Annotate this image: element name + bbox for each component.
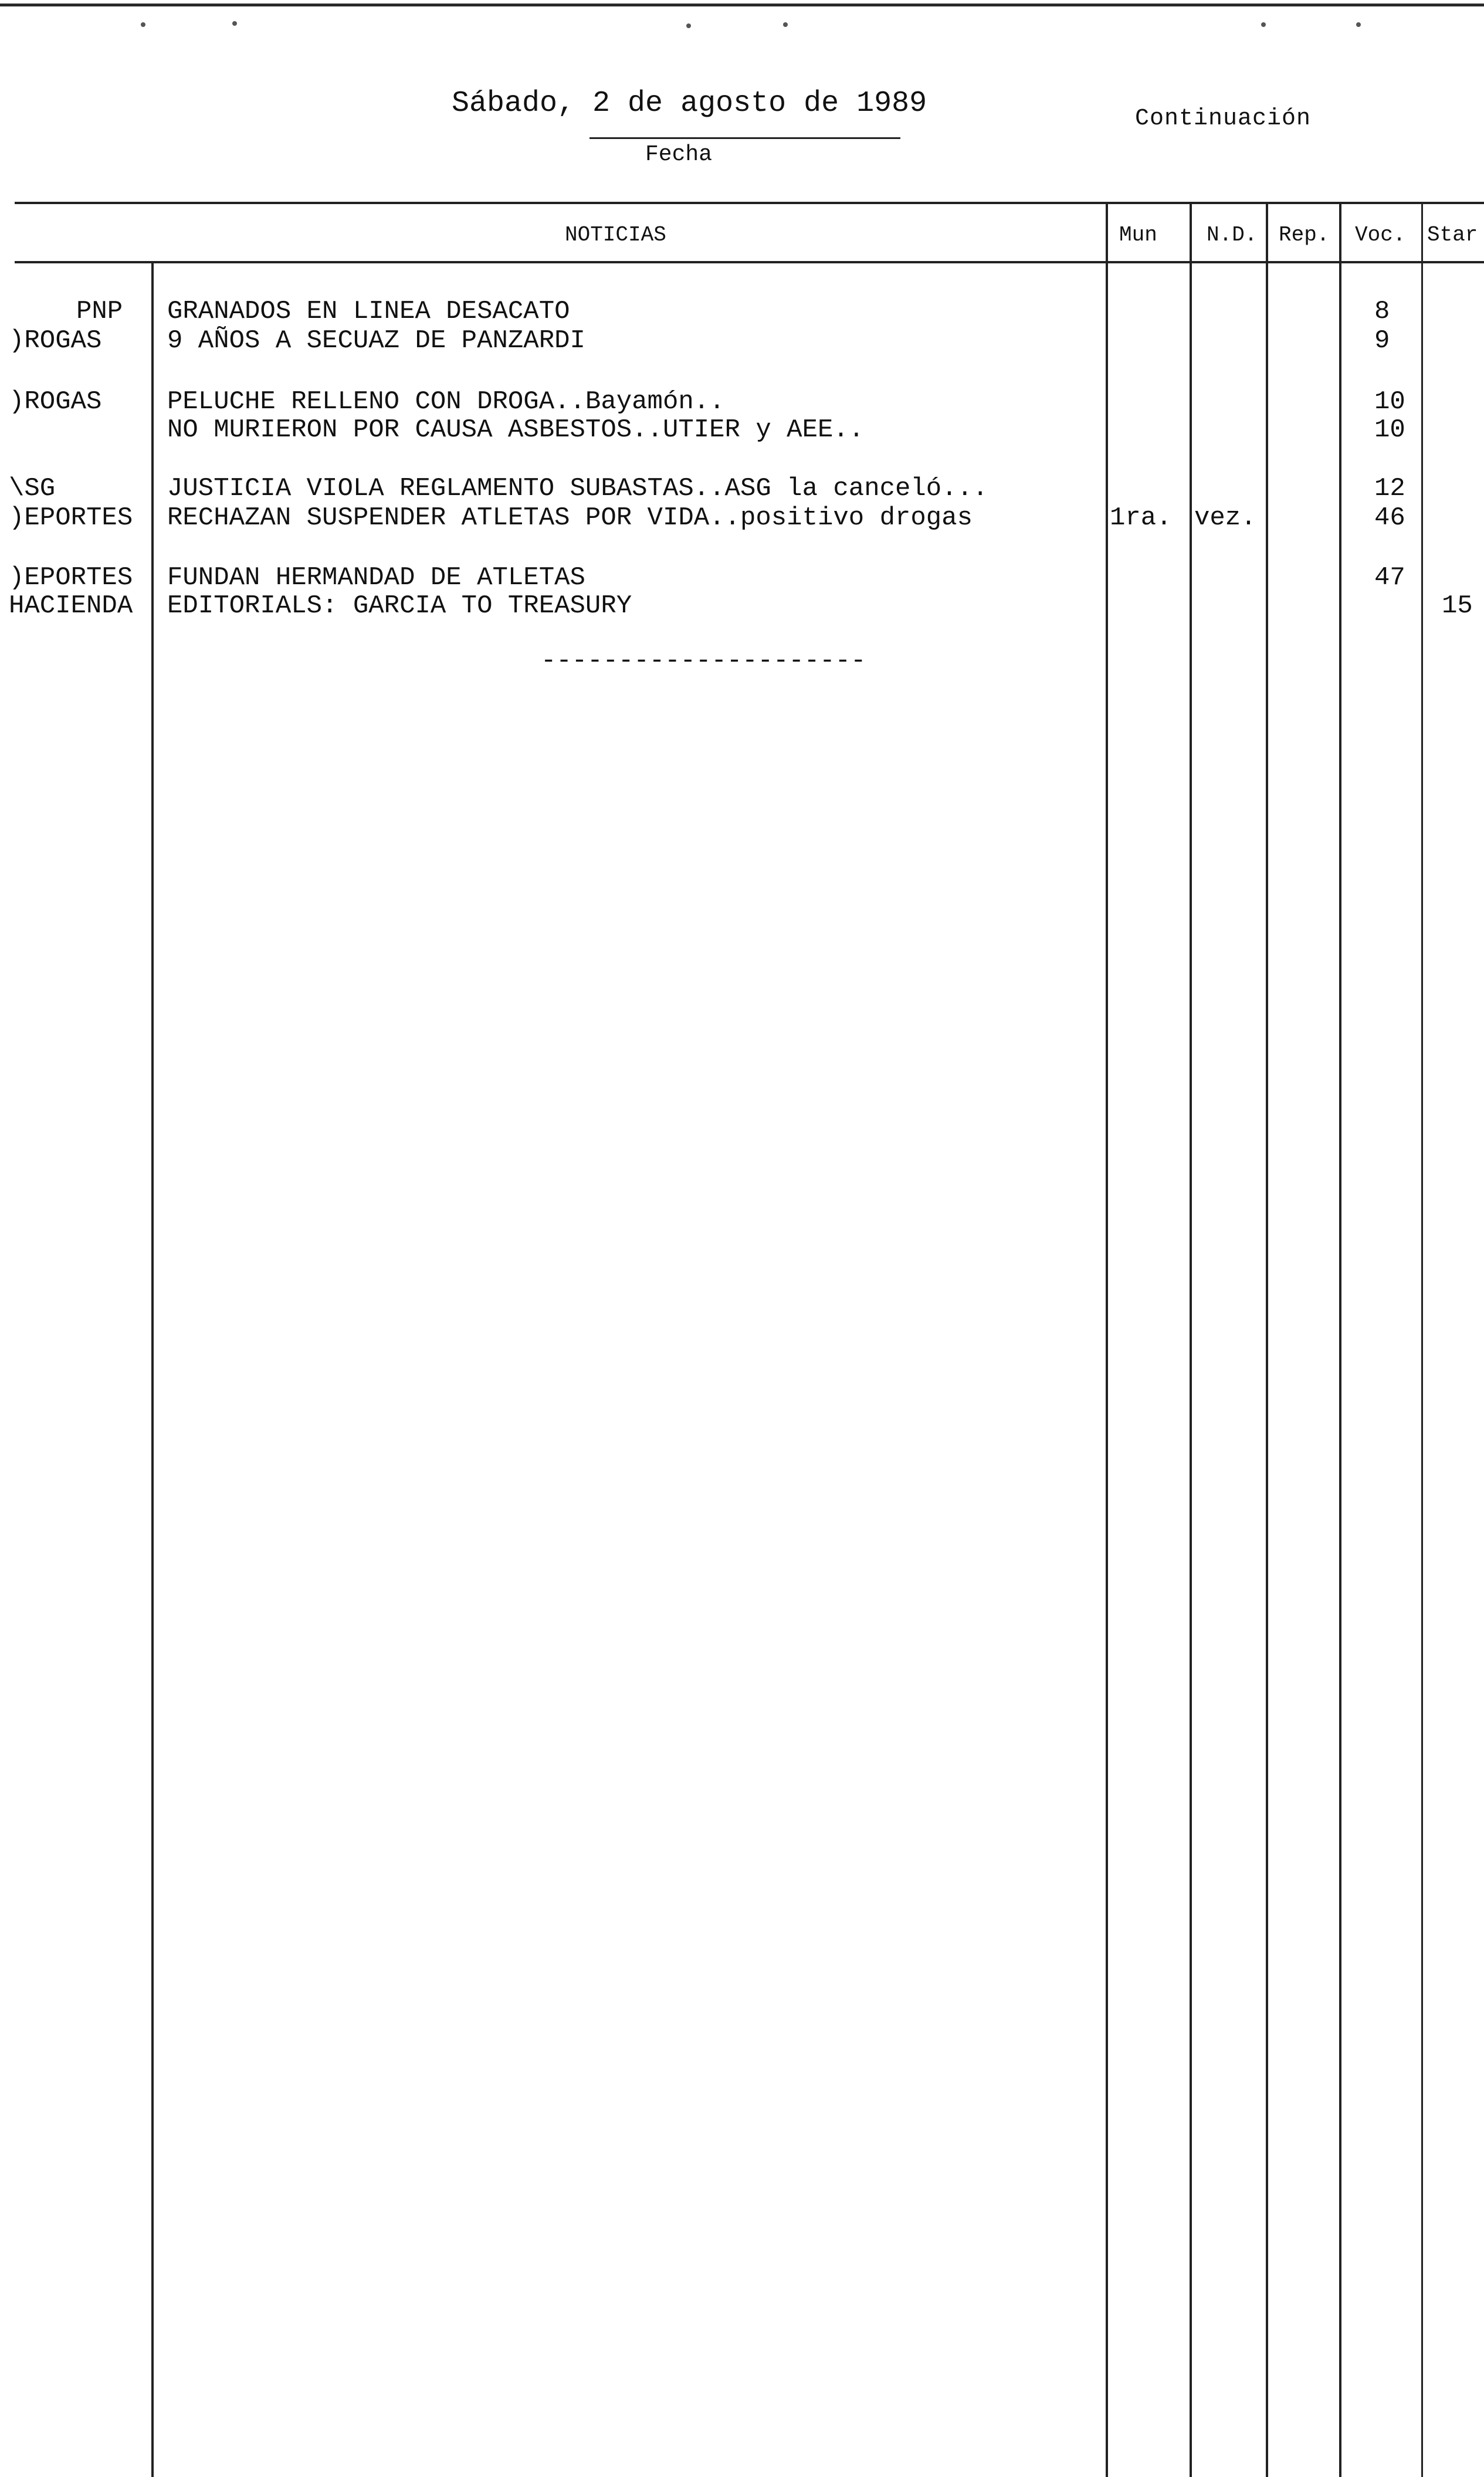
punch-mark — [141, 22, 145, 27]
row-headline: 9 AÑOS A SECUAZ DE PANZARDI — [167, 326, 585, 355]
row-mun-value: 1ra. — [1110, 503, 1172, 533]
row-headline: PELUCHE RELLENO CON DROGA..Bayamón.. — [167, 387, 725, 416]
row-headline: JUSTICIA VIOLA REGLAMENTO SUBASTAS..ASG la canceló... — [167, 474, 988, 503]
row-category: )EPORTES — [9, 503, 133, 533]
row-voc-value: 46 — [1374, 503, 1405, 533]
row-headline: NO MURIERON POR CAUSA ASBESTOS..UTIER y AEE.. — [167, 415, 865, 445]
column-header-voc: Voc. — [1355, 223, 1406, 247]
row-category: \SG — [9, 474, 56, 503]
row-voc-value: 10 — [1374, 415, 1405, 445]
punch-mark — [1356, 22, 1361, 27]
end-separator: --------------------- — [541, 646, 866, 676]
punch-mark — [232, 21, 237, 26]
row-category: )EPORTES — [9, 563, 133, 592]
row-headline: FUNDAN HERMANDAD DE ATLETAS — [167, 563, 585, 592]
row-category: PNP — [76, 297, 123, 326]
row-category: HACIENDA — [9, 591, 133, 621]
category-column-divider — [151, 261, 154, 2477]
mun-column-divider — [1106, 202, 1108, 2477]
column-header-star: Star — [1427, 223, 1478, 247]
row-voc-value: 9 — [1374, 326, 1390, 355]
row-headline: GRANADOS EN LINEA DESACATO — [167, 297, 570, 326]
row-nd-value: vez. — [1194, 503, 1256, 533]
punch-mark — [686, 23, 691, 28]
table-top-rule — [15, 202, 1484, 204]
column-header-mun: Mun — [1119, 223, 1157, 247]
star-column-divider — [1421, 202, 1423, 2477]
date-caption: Fecha — [645, 142, 713, 167]
row-headline: EDITORIALS: GARCIA TO TREASURY — [167, 591, 632, 621]
nd-column-divider — [1190, 202, 1192, 2477]
row-voc-value: 12 — [1374, 474, 1405, 503]
rep-column-divider — [1266, 202, 1268, 2477]
column-header-rep: Rep. — [1279, 223, 1330, 247]
report-date: Sábado, 2 de agosto de 1989 — [452, 87, 927, 120]
row-voc-value: 47 — [1374, 563, 1405, 592]
date-underline — [589, 137, 900, 139]
punch-mark — [783, 22, 788, 27]
row-star-value: 15 — [1442, 591, 1473, 621]
column-header-nd: N.D. — [1207, 223, 1258, 247]
row-voc-value: 10 — [1374, 387, 1405, 416]
row-category: )ROGAS — [9, 326, 102, 355]
continuation-label: Continuación — [1135, 106, 1312, 132]
column-header-noticias: NOTICIAS — [565, 223, 666, 247]
punch-mark — [1261, 22, 1266, 27]
row-category: )ROGAS — [9, 387, 102, 416]
voc-column-divider — [1339, 202, 1341, 2477]
row-headline: RECHAZAN SUSPENDER ATLETAS POR VIDA..positivo drogas — [167, 503, 973, 533]
row-voc-value: 8 — [1374, 297, 1390, 326]
top-border-rule — [0, 4, 1484, 6]
table-header-rule — [15, 261, 1484, 263]
